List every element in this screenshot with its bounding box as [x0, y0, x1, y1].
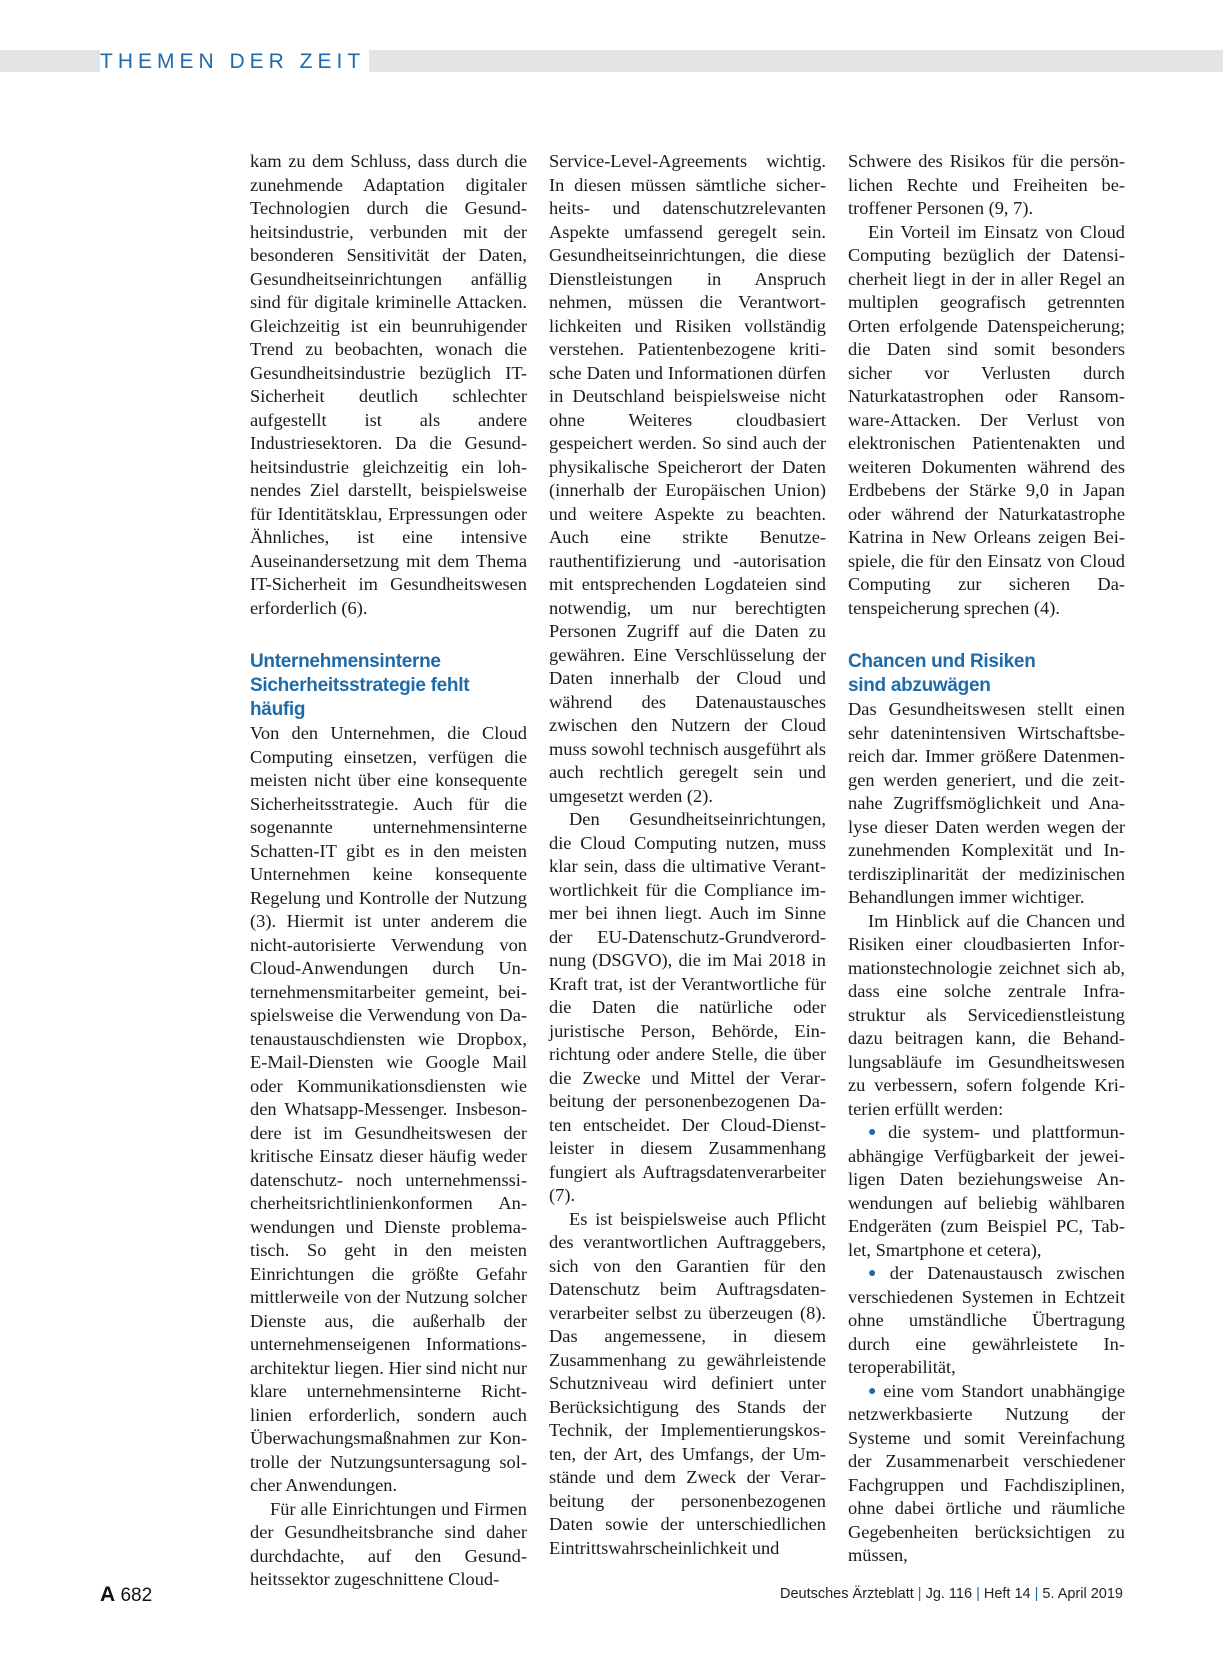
page-number-value: 682 [120, 1585, 153, 1606]
paragraph: Das Gesundheitswesen stellt einen sehr datenintensiven Wirtschaftsbereich dar. Immer größere Datenmengen werden generiert, und die zeitnahe Zugriffsmöglichkeit und Analyse dieser Daten werden wegen der zunehmenden Komplexität und Interdisziplinarität der medizinischen Behandlungen immer wichtiger. [848, 699, 1125, 907]
column-2 [549, 150, 826, 1560]
bullet-item [848, 1121, 1125, 1262]
bullet-text: eine vom Standort unabhängige netzwerkbasierte Nutzung der Systeme und somit Vereinfachung der Zusammenarbeit verschiedener Fachgruppen und Fachdisziplinen, ohne dabei örtliche und räumliche Gegebenheiten berücksichtigen zu müssen, [848, 1380, 1125, 1565]
bullet-item [848, 1380, 1125, 1568]
bullet-text: die system- und plattformunabhängige Verfügbarkeit der jeweiligen Daten beziehungsweise Anwendungen auf beliebig wählbaren Endgeräten (zum Beispiel PC, Tablet, Smartphone et cetera), [848, 1122, 1125, 1260]
journal-volume: Jg. 116 [925, 1586, 973, 1602]
separator: | [1034, 1586, 1039, 1602]
journal-date: 5. April 2019 [1042, 1586, 1123, 1602]
journal-issue: Heft 14 [983, 1586, 1031, 1602]
column-3 [848, 150, 1125, 1568]
paragraph: kam zu dem Schluss, dass durch die zunehmende Adaptation digitaler Technologien durch die Gesundheitsindustrie, verbunden mit der besonderen Sensitivität der Daten, Gesundheitseinrichtungen anfällig sind für digitale kriminelle Attacken. Gleichzeitig ist ein beunruhigender Trend zu beobachten, wonach die Gesundheitsindustrie bezüglich IT-Sicherheit deutlich schlechter aufgestellt ist als andere Industriesektoren. Da die Gesundheitsindustrie gleichzeitig ein lohnendes Ziel darstellt, beispielsweise für Identitätsklau, Erpressungen oder Ähnliches, ist eine intensive Auseinandersetzung mit dem Thema IT-Sicherheit im Gesundheitswesen erforderlich (6). [250, 151, 527, 618]
subheading [848, 650, 1125, 698]
paragraph: Für alle Einrichtungen und Firmen der Gesundheitsbranche sind daher durchdachte, auf den Gesundheitssektor zugeschnittene Cloud- [250, 1498, 527, 1589]
bullet-icon: ● [868, 1266, 886, 1281]
subheading-line: Unternehmensinterne [250, 651, 441, 672]
paragraph: Service-Level-Agreements wichtig. In diesen müssen sämtliche sicherheits- und datenschutzrelevanten Aspekte umfassend geregelt sein. Gesundheitseinrichtungen, die diese Dienstleistungen in Anspruch nehmen, müssen die Verantwortlichkeiten und Risiken vollständig verstehen. Patientenbezogene kritische Daten und Informationen dürfen in Deutschland beispielsweise nicht ohne Weiteres cloudbasiert gespeichert werden. So sind auch der physikalische Speicherort der Daten (innerhalb der Europäischen Union) und weitere Aspekte zu beachten. Auch eine strikte Benutzerauthentifizierung und -autorisation mit entsprechenden Logdateien sind notwendig, um nur berechtigten Personen Zugriff auf die Daten zu gewähren. Eine Verschlüsselung der Daten innerhalb der Cloud und während des Datenaustausches zwischen den Nutzern der Cloud muss sowohl technisch ausgeführt als auch rechtlich geregelt sein und umgesetzt werden (2). [549, 151, 826, 806]
bullet-text: der Datenaustausch zwischen verschiedenen Systemen in Echtzeit ohne umständliche Übertragung durch eine gewährleistete Interoperabilität, [848, 1263, 1125, 1377]
bullet-icon: ● [868, 1383, 880, 1399]
paragraph: Ein Vorteil im Einsatz von Cloud Computing bezüglich der Datensicherheit liegt in der in aller Regel an multiplen geografisch getrennten Orten erfolgende Datenspeicherung; die Daten sind somit besonders sicher vor Verlusten durch Naturkatastrophen oder Ransomware-Attacken. Der Verlust von elektronischen Patientenakten und weiteren Dokumenten während des Erdbebens der Stärke 9,0 in Japan oder während der Naturkatastrophe Katrina in New Orleans zeigen Beispiele, die für den Einsatz von Cloud Computing zur sicheren Datenspeicherung sprechen (4). [848, 221, 1125, 618]
subheading-line: Chancen und Risiken [848, 651, 1036, 672]
subheading-line: sind abzuwägen [848, 675, 991, 696]
page-prefix: A [100, 1583, 116, 1606]
subheading [250, 650, 527, 722]
page-number [100, 1583, 152, 1607]
section-label: THEMEN DER ZEIT [100, 50, 369, 74]
separator: | [917, 1586, 922, 1602]
bullet-icon: ● [868, 1125, 885, 1140]
paragraph: Von den Unternehmen, die Cloud Computing einsetzen, verfügen die meisten nicht über eine konsequente Sicherheitsstrategie. Auch für die sogenannte unternehmensinterne Schatten-IT gibt es in den meisten Unternehmen keine konsequente Regelung und Kontrolle der Nutzung (3). Hiermit ist unter anderem die nicht-autorisierte Verwendung von Cloud-Anwendungen durch Unternehmensmitarbeiter gemeint, beispielsweise die Verwendung von Datenaustauschdiensten wie Dropbox, E-Mail-Diensten wie Google Mail oder Kommunikationsdiensten wie den Whatsapp-Messenger. Insbesondere ist im Gesundheitswesen der kritische Einsatz dieser häufig weder datenschutz- noch unternehmenssicherheitsrichtlinienkonformen Anwendungen und Dienste problematisch. So geht in den meisten Einrichtungen die größte Gefahr mittlerweile von der Nutzung solcher Dienste aus, die außerhalb der unternehmenseigenen Informationsarchitektur liegen. Hier sind nicht nur klare unternehmensinterne Richtlinien erforderlich, sondern auch Überwachungsmaßnahmen zur Kontrolle der Nutzungsuntersagung solcher Anwendungen. [250, 723, 527, 1495]
paragraph: Den Gesundheitseinrichtungen, die Cloud Computing nutzen, muss klar sein, dass die ultimative Verantwortlichkeit für die Compliance immer bei ihnen liegt. Auch im Sinne der EU-Datenschutz-Grundverordnung (DSGVO), die im Mai 2018 in Kraft trat, ist der Verantwortliche für die Daten die natürliche oder juristische Person, Behörde, Einrichtung oder andere Stelle, die über die Zwecke und Mittel der Verarbeitung der personenbezogenen Daten entscheidet. Der Cloud-Dienstleister in diesem Zusammenhang fungiert als Auftragsdatenverarbeiter (7). [549, 809, 826, 1205]
bullet-item [848, 1262, 1125, 1380]
journal-info [780, 1586, 1123, 1602]
page-footer [0, 1583, 1223, 1613]
paragraph: Im Hinblick auf die Chancen und Risiken einer cloudbasierten Informationstechnologie zeichnet sich ab, dass eine solche zentrale Infrastruktur als Servicedienstleistung dazu beitragen kann, die Behandlungsabläufe im Gesundheitswesen zu verbessern, sofern folgende Kriterien erfüllt werden: [848, 910, 1125, 1119]
separator: | [976, 1586, 980, 1602]
column-1 [250, 150, 527, 1592]
paragraph: Es ist beispielsweise auch Pflicht des verantwortlichen Auftraggebers, sich von den Garantien für den Datenschutz beim Auftragsdatenverarbeiter selbst zu überzeugen (8). Das angemessene, in diesem Zusammenhang zu gewährleistende Schutzniveau wird definiert unter Berücksichtigung des Stands der Technik, der Implementierungskosten, der Art, des Umfangs, der Umstände und dem Zweck der Verarbeitung der personenbezogenen Daten sowie der unterschiedlichen Eintrittswahrscheinlichkeit und [549, 1208, 826, 1558]
paragraph: Schwere des Risikos für die persönlichen Rechte und Freiheiten betroffener Personen (9, 7). [848, 151, 1125, 218]
subheading-line: Sicherheitsstrategie fehlt häufig [250, 675, 470, 720]
journal-name: Deutsches Ärzteblatt [779, 1586, 914, 1602]
